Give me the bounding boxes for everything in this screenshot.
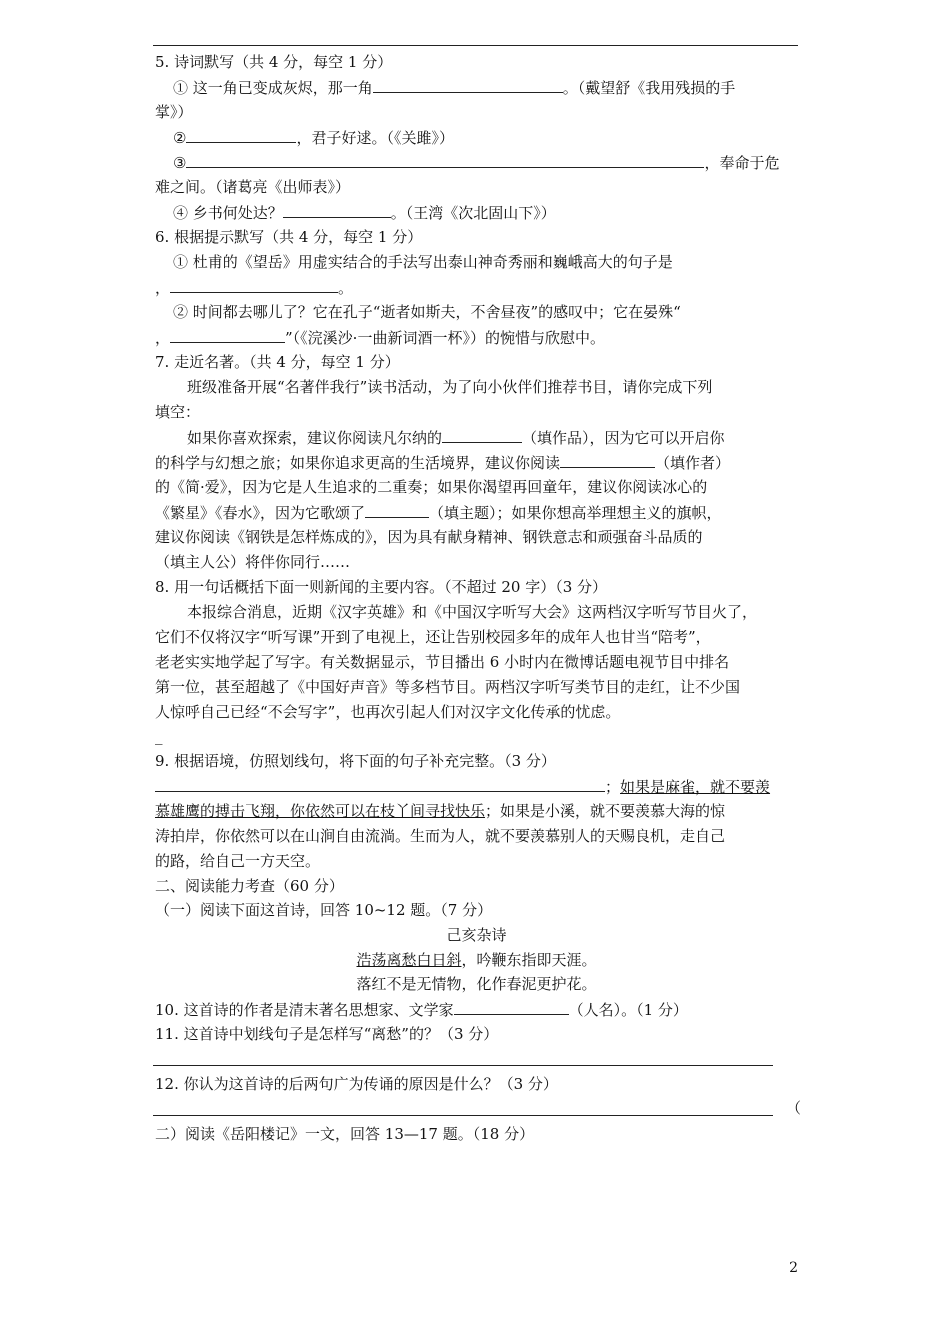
q7-para2: 如果你喜欢探索，建议你阅读凡尔纳的 （填作品），因为它可以开启你 — [187, 429, 725, 447]
q9-line1: ；如果是麻雀，就不要羡 — [155, 776, 798, 797]
poem-title: 己亥杂诗 — [446, 926, 507, 944]
answer-blank[interactable] — [560, 452, 655, 468]
answer-line[interactable] — [153, 1115, 773, 1116]
q10: 10. 这首诗的作者是清末著名思想家、文学家 （人名）。（1 分） — [155, 1001, 688, 1019]
q5-line4: ④ 乡书何处达？ 。（王湾《次北固山下》） — [173, 204, 556, 222]
answer-blank[interactable] — [186, 127, 296, 143]
q5-line3-cont: 难之间。（诸葛亮《出师表》） — [155, 178, 351, 196]
q8-news-l4: 第一位，甚至超越了《中国好声音》等多档节目。两档汉字听写类节目的走红，让不少国 — [155, 678, 741, 696]
q8-title: 8. 用一句话概括下面一则新闻的主要内容。（不超过 20 字）（3 分） — [155, 578, 608, 596]
q7-para1-cont: 填空： — [155, 403, 201, 421]
q8-news-l5: 人惊呼自己已经“不会写字”，也再次引起人们对汉字文化传承的忧虑。 — [155, 703, 621, 721]
q7-para2-l6: （填主人公）将伴你同行…… — [155, 553, 351, 571]
poem-line2: 落红不是无情物，化作春泥更护花。 — [356, 975, 597, 993]
q5-line1: ① 这一角已变成灰烬，那一角 。（戴望舒《我用残损的手 — [173, 79, 736, 97]
q8-news-l3: 老老实实地学起了写字。有关数据显示，节目播出 6 小时内在微博话题电视节目中排名 — [155, 653, 730, 671]
q5-line3: ③ ，奉命于危 — [173, 154, 780, 172]
answer-blank[interactable] — [170, 327, 285, 343]
answer-line[interactable] — [153, 1065, 773, 1066]
q6-title: 6. 根据提示默写（共 4 分，每空 1 分） — [155, 228, 423, 246]
q7-para2-l5: 建议你阅读《钢铁是怎样炼成的》，因为具有献身精神、钢铁意志和顽强奋斗品质的 — [155, 528, 703, 546]
answer-blank[interactable] — [283, 202, 391, 218]
top-rule — [153, 45, 798, 46]
q5-line2: ② ，君子好逑。（《关雎》） — [173, 129, 454, 147]
q6-line2: ， 。 — [155, 279, 354, 297]
q7-para2-l3: 的《简·爱》，因为它是人生追求的二重奏；如果你渴望再回童年，建议你阅读冰心的 — [155, 478, 708, 496]
q8-news-l2: 它们不仅将汉字“听写课”开到了电视上，还让告别校园多年的成年人也甘当“陪考”， — [155, 628, 711, 646]
q6-line3: ② 时间都去哪儿了？它在孔子“逝者如斯夫，不舍昼夜”的感叹中；它在晏殊“ — [173, 303, 681, 321]
q5-title: 5. 诗词默写（共 4 分，每空 1 分） — [155, 53, 393, 71]
q12: 12. 你认为这首诗的后两句广为传诵的原因是什么？（3 分） — [155, 1075, 558, 1093]
paren-open: （ — [786, 1099, 802, 1117]
section2-title: 二、阅读能力考查（60 分） — [155, 877, 344, 895]
answer-blank[interactable] — [373, 77, 563, 93]
answer-blank[interactable] — [454, 999, 569, 1015]
q6-line1: ① 杜甫的《望岳》用虚实结合的手法写出泰山神奇秀丽和巍峨高大的句子是 — [173, 253, 673, 271]
answer-blank[interactable] — [442, 427, 522, 443]
q11: 11. 这首诗中划线句子是怎样写“离愁”的？（3 分） — [155, 1025, 499, 1043]
q7-title: 7. 走近名著。（共 4 分，每空 1 分） — [155, 353, 400, 371]
answer-blank[interactable] — [186, 152, 704, 168]
answer-blank[interactable] — [155, 776, 605, 792]
q9-line4: 的路，给自己一方天空。 — [155, 852, 321, 870]
q8-answer-mark[interactable]: _ — [155, 727, 163, 745]
q6-line4: ， ”（《浣溪沙·一曲新词酒一杯》）的惋惜与欣慰中。 — [155, 329, 605, 347]
section2-part1: （一）阅读下面这首诗，回答 10~12 题。（7 分） — [155, 901, 493, 919]
poem-line1: 浩荡离愁白日斜，吟鞭东指即天涯。 — [356, 951, 597, 969]
q8-news-l1: 本报综合消息，近期《汉字英雄》和《中国汉字听写大会》这两档汉字听写节目火了， — [187, 603, 758, 621]
page-number: 2 — [789, 1260, 798, 1276]
q9-title: 9. 根据语境，仿照划线句，将下面的句子补充完整。（3 分） — [155, 752, 556, 770]
answer-blank[interactable] — [170, 277, 338, 293]
answer-blank[interactable] — [365, 502, 429, 518]
q7-para2-l4: 《繁星》《春水》，因为它歌颂了 （填主题）；如果你想高举理想主义的旗帜， — [155, 504, 722, 522]
q5-line1-cont: 掌》） — [155, 103, 193, 121]
q7-para1: 班级准备开展“名著伴我行”读书活动，为了向小伙伴们推荐书目，请你完成下列 — [187, 378, 713, 396]
section2-part2: 二）阅读《岳阳楼记》一文，回答 13—17 题。（18 分） — [155, 1125, 535, 1143]
q7-para2-l2: 的科学与幻想之旅；如果你追求更高的生活境界，建议你阅读 （填作者） — [155, 454, 731, 472]
q9-line3: 涛拍岸，你依然可以在山涧自由流淌。生而为人，就不要羡慕别人的天赐良机，走自己 — [155, 827, 726, 845]
q9-line2: 慕雄鹰的搏击飞翔，你依然可以在枝丫间寻找快乐；如果是小溪，就不要羡慕大海的惊 — [155, 802, 726, 820]
